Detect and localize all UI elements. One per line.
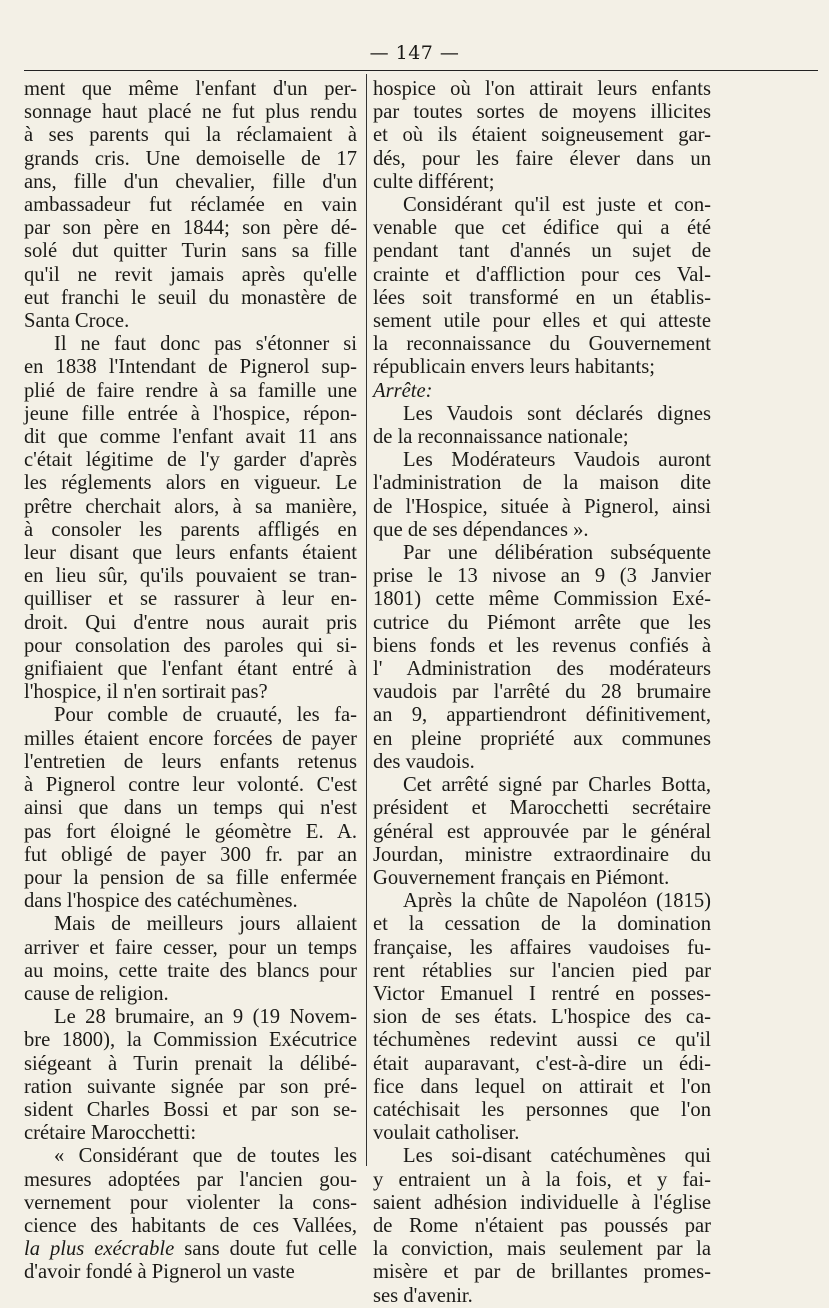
text-line: pas fort éloigné le géomètre E. A. bbox=[24, 820, 357, 843]
text-line: l'entretien de leurs enfants retenus bbox=[24, 750, 357, 773]
text-line: Gouvernement français en Piémont. bbox=[373, 866, 670, 889]
paragraph bbox=[373, 403, 711, 449]
text-line: lées soit transformé en un établis- bbox=[373, 286, 711, 309]
text-line: de l'Hospice, située à Pignerol, ainsi bbox=[373, 495, 711, 518]
paragraph bbox=[24, 913, 357, 1006]
text-line: en 1838 l'Intendant de Pignerol sup- bbox=[24, 356, 357, 379]
text-line: à consoler les parents affligés en bbox=[24, 518, 357, 541]
paragraph bbox=[24, 1006, 357, 1145]
section-heading bbox=[373, 380, 711, 403]
text-line: 1801) cette même Commission Exé- bbox=[373, 588, 711, 611]
text-line: de Rome n'étaient pas poussés par bbox=[373, 1214, 711, 1237]
text-line: la conviction, mais seulement par la bbox=[373, 1238, 711, 1261]
text-line: sident Charles Bossi et par son se- bbox=[24, 1098, 357, 1121]
text-line: par toutes sortes de moyens illicites bbox=[373, 101, 711, 124]
text-line: ration suivante signée par son pré- bbox=[24, 1075, 357, 1098]
text-line: général est approuvée par le général bbox=[373, 820, 711, 843]
header-rule bbox=[24, 70, 818, 71]
right-column bbox=[373, 78, 711, 1308]
text-line: l'hospice, il n'en sortirait pas? bbox=[24, 681, 268, 704]
text-line: y entraient un à la fois, et y fai- bbox=[373, 1168, 711, 1191]
text-line: arriver et faire cesser, pour un temps bbox=[24, 936, 357, 959]
text-line: hospice où l'on attirait leurs enfants bbox=[373, 78, 711, 100]
text-line: républicain envers leurs habitants; bbox=[373, 356, 655, 379]
text-line: ment que même l'enfant d'un per- bbox=[24, 78, 357, 100]
text-line: Victor Emanuel I rentré en posses- bbox=[373, 982, 711, 1005]
text-line: jeune fille entrée à l'hospice, répon- bbox=[24, 402, 357, 425]
paragraph bbox=[373, 1145, 711, 1307]
paragraph bbox=[373, 890, 711, 1145]
page-number: — 147 — bbox=[369, 42, 460, 64]
text-line: par son père en 1844; son père dé- bbox=[24, 217, 357, 240]
text-line: misère et par de brillantes promes- bbox=[373, 1261, 711, 1284]
text-line: fut obligé de payer 300 fr. par an bbox=[24, 843, 357, 866]
text-line: d'avoir fondé à Pignerol un vaste bbox=[24, 1261, 295, 1284]
text-line: saient adhésion individuelle à l'église bbox=[373, 1191, 711, 1214]
text-line: française, les affaires vaudoises fu- bbox=[373, 936, 711, 959]
text-line: cience des habitants de ces Vallées, bbox=[24, 1214, 357, 1237]
text-line: droit. Qui d'entre nous aurait pris bbox=[24, 611, 357, 634]
text-line: Les Vaudois sont déclarés dignes bbox=[403, 402, 711, 425]
text-line: était auparavant, c'est-à-dire un édi- bbox=[373, 1052, 711, 1075]
text-line: dit que comme l'enfant avait 11 ans bbox=[24, 426, 357, 449]
text-line: pour la pension de sa fille enfermée bbox=[24, 866, 357, 889]
text-line: téchumènes redevint aussi ce qu'il bbox=[373, 1029, 711, 1052]
text-line: ans, fille d'un chevalier, fille d'un bbox=[24, 170, 357, 193]
text-line: quilliser et se rassurer à leur en- bbox=[24, 588, 357, 611]
text-line: Mais de meilleurs jours allaient bbox=[54, 913, 357, 936]
text-line: en lieu sûr, qu'ils pouvaient se tran- bbox=[24, 565, 357, 588]
text-line: et où ils étaient soigneusement gar- bbox=[373, 124, 711, 147]
text-line: Santa Croce. bbox=[24, 310, 130, 333]
text-line: c'était légitime de l'y garder d'après bbox=[24, 449, 357, 472]
text-line: voulait catholiser. bbox=[373, 1122, 520, 1145]
text-line: fice dans lequel on attirait et l'on bbox=[373, 1075, 711, 1098]
text-line: dans l'hospice des catéchumènes. bbox=[24, 890, 298, 913]
text-line: ainsi que dans un temps qui n'est bbox=[24, 797, 357, 820]
text-line: les réglements alors en vigueur. Le bbox=[24, 472, 357, 495]
text-line: à Pignerol contre leur volonté. C'est bbox=[24, 774, 357, 797]
text-line: l' Administration des modérateurs bbox=[373, 658, 711, 681]
text-line: à ses parents qui la réclamaient à bbox=[24, 124, 357, 147]
text-line: président et Marocchetti secrétaire bbox=[373, 797, 711, 820]
text-line: « Considérant que de toutes les bbox=[54, 1145, 357, 1168]
text-line: leur disant que leurs enfants étaient bbox=[24, 542, 357, 565]
text-line: cutrice du Piémont arrête que les bbox=[373, 611, 711, 634]
text-line: grands cris. Une demoiselle de 17 bbox=[24, 147, 357, 170]
left-column bbox=[24, 78, 357, 1285]
paragraph bbox=[373, 449, 711, 542]
text-line: sonnage haut placé ne fut plus rendu bbox=[24, 101, 357, 124]
text-line: la plus exécrable sans doute fut celle bbox=[24, 1238, 357, 1261]
text-line: sement utile pour elles et qui atteste bbox=[373, 310, 711, 333]
text-line: catéchisait les personnes que l'on bbox=[373, 1098, 711, 1121]
text-line: au moins, cette traite des blancs pour bbox=[24, 959, 357, 982]
text-line: vernement pour violenter la cons- bbox=[24, 1191, 357, 1214]
text-line: Considérant qu'il est juste et con- bbox=[403, 194, 711, 217]
text-line: pendant tant d'annés un sujet de bbox=[373, 240, 711, 263]
text-line: prise le 13 nivose an 9 (3 Janvier bbox=[373, 565, 711, 588]
text-line: Arrête: bbox=[373, 379, 433, 402]
text-line: solé dut quitter Turin sans sa fille bbox=[24, 240, 357, 263]
text-line: Pour comble de cruauté, les fa- bbox=[54, 704, 357, 727]
text-line: cause de religion. bbox=[24, 982, 169, 1005]
text-line: bre 1800), la Commission Exécutrice bbox=[24, 1029, 357, 1052]
text-line: l'administration de la maison dite bbox=[373, 472, 711, 495]
text-line: des vaudois. bbox=[373, 750, 475, 773]
paragraph bbox=[24, 78, 357, 333]
column-divider bbox=[366, 74, 367, 1166]
text-line: rent rétablies sur l'ancien pied par bbox=[373, 959, 711, 982]
text-line: siégeant à Turin prenait la délibé- bbox=[24, 1052, 357, 1075]
text-line: Cet arrêté signé par Charles Botta, bbox=[403, 774, 711, 797]
text-line: dés, pour les faire élever dans un bbox=[373, 147, 711, 170]
paragraph bbox=[24, 333, 357, 704]
text-line: Le 28 brumaire, an 9 (19 Novem- bbox=[54, 1006, 357, 1029]
text-line: vaudois par l'arrêté du 28 brumaire bbox=[373, 681, 711, 704]
text-line: qu'il ne revit jamais après qu'elle bbox=[24, 263, 357, 286]
text-line: crainte et d'affliction pour ces Val- bbox=[373, 263, 711, 286]
text-line: milles étaient encore forcées de payer bbox=[24, 727, 357, 750]
text-line: biens fonds et les revenus confiés à bbox=[373, 634, 711, 657]
paragraph bbox=[373, 194, 711, 380]
text-line: eut franchi le seuil du monastère de bbox=[24, 286, 357, 309]
text-line: Les soi-disant catéchumènes qui bbox=[403, 1145, 711, 1168]
text-line: venable que cet édifice qui a été bbox=[373, 217, 711, 240]
text-line: ses d'avenir. bbox=[373, 1284, 473, 1307]
text-line: an 9, appartiendront définitivement, bbox=[373, 704, 711, 727]
text-line: que de ses dépendances ». bbox=[373, 518, 589, 541]
text-line: et la cessation de la domination bbox=[373, 913, 711, 936]
text-line: Par une délibération subséquente bbox=[403, 542, 711, 565]
text-line: Les Modérateurs Vaudois auront bbox=[403, 449, 711, 472]
paragraph bbox=[24, 1145, 357, 1284]
text-line: Jourdan, ministre extraordinaire du bbox=[373, 843, 711, 866]
paragraph bbox=[24, 704, 357, 913]
paragraph bbox=[373, 774, 711, 890]
text-line: Après la chûte de Napoléon (1815) bbox=[403, 890, 711, 913]
text-line: sion de ses états. L'hospice des ca- bbox=[373, 1006, 711, 1029]
text-line: prêtre cherchait alors, à sa manière, bbox=[24, 495, 357, 518]
text-line: Il ne faut donc pas s'étonner si bbox=[54, 333, 357, 356]
text-line: en pleine propriété aux communes bbox=[373, 727, 711, 750]
paragraph bbox=[373, 78, 711, 194]
text-line: crétaire Marocchetti: bbox=[24, 1122, 197, 1145]
text-line: la reconnaissance du Gouvernement bbox=[373, 333, 711, 356]
text-line: culte différent; bbox=[373, 170, 495, 193]
text-line: plié de faire rendre à sa famille une bbox=[24, 379, 357, 402]
text-line: pour consolation des paroles qui si- bbox=[24, 634, 357, 657]
text-line: de la reconnaissance nationale; bbox=[373, 426, 629, 449]
paragraph bbox=[373, 542, 711, 774]
text-line: gnifiaient que l'enfant étant entré à bbox=[24, 658, 357, 681]
text-line: ambassadeur fut réclamée en vain bbox=[24, 194, 357, 217]
text-line: mesures adoptées par l'ancien gou- bbox=[24, 1168, 357, 1191]
